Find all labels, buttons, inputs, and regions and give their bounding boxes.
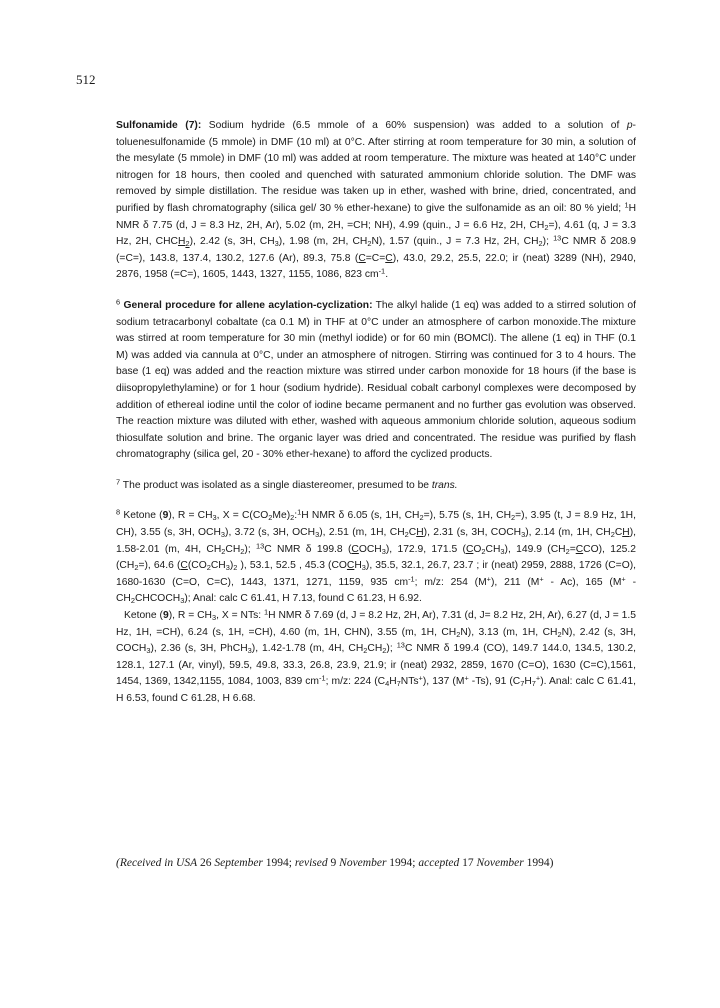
footnote-number: 6 xyxy=(116,297,121,307)
footnote-6-general-procedure: $^6$ General procedure for allene acylation-cyclization: The alkyl halide (1 eq) was added to a stirred solution of sodium tetracarbonyl cobaltate (ca 0.1 M) in THF at 0°C under an atmosphere of carbon monoxide.The mixture was stirred at room temperature for 30 min (methyl iodide) or for 60 min (BOMCl). The allene (1 eq) in THF (0.1 M) was added via cannula at 0°C, under an atmosphere of nitrogen. Stirring was continued for 3 to 4 hours. The base (1 eq) was added and the reaction mixture was stirred under carbon monoxide for 18 hours (if the base is diisopropylethylamine) or for 1 hour (sodium hydride). Residual cobalt carbonyl complexes were decomposed by addition of ethereal iodine until the color of iodine became permanent and no further gas evolution was observed. The reaction mixture was diluted with ether, washed with aqueous ammonium chloride solution, aqueous sodium thiosulfate solution and brine. The organic layer was dried and concentrated. The residue was purified by flash chromatography (silica gel, 20 - 30% ether-hexane) to afford the cyclized products. xyxy=(116,297,636,461)
received-dates: (Received in USA 26 September 1994; revised 9 November 1994; accepted 17 November 1994) xyxy=(116,857,554,869)
paragraph-heading: General procedure for allene acylation-cyclization: xyxy=(123,299,373,311)
footnote-number: 8 xyxy=(116,508,121,518)
ketone-b: Ketone (9), $R = CH_3$, X = NTs: $^1$H NMR δ 7.69 (d, J = 8.2 Hz, 2H, Ar), 7.31 (d, J= 8.2 Hz, 2H, Ar), 6.27 (d, J = 1.5 Hz, 1H, =CH), 6.24 (s, 1H, =CH), 4.60 (m, 1H, CHN), 3.55 (m, 1H, $CH_2N$), 3.13 (m, 1H, $CH_2N$), 2.42 (s, 3H, $COCH_3$), 2.36 (s, 3H, PhCH$_3$), 1.42-1.78 (m, 4H, $CH_2CH_2$); $^{13}$C NMR δ 199.4 (CO), 149.7 144.0, 134.5, 130.2, 128.1, 127.1 (Ar, vinyl), 59.5, 49.8, 33.3, 26.8, 23.9, 21.9; ir (neat) 2932, 2859, 1670 (C=O), 1630 (C=C),1561, 1454, 1369, 1342,1155, 1084, 1003, 839 $cm^{-1}$; m/z: 224 $(C_4H_7NTs^+)$, 137 (M+ -Ts), 91 $(C_7H_7^+)$. Anal: calc C 61.41, H 6.53, found C 61.28, H 6.68. xyxy=(116,607,637,704)
paragraph-sulfonamide: Sulfonamide (7): Sodium hydride (6.5 mmole of a 60% suspension) was added to a solution of p-toluenesulfonamide (5 mmole) in DMF (10 ml) at 0°C. After stirring at room temperature for 30 min, a solution of the mesylate (5 mmole) in DMF (10 ml) was added at room temperature. The mixture was heated at 140°C under nitrogen for 18 hours, then cooled and quenched with saturated ammonium chloride solution. The DMF was removed by simple distillation. The residue was taken up in ether, washed with brine, dried, concentrated, and purified by flash chromatography (silica gel/ 30 % ether-hexane) to give the sulfonamide as an oil: 80 % yield; $^1$H NMR δ 7.75 (d, J = 8.3 Hz, 2H, Ar), 5.02 (m, 2H, =CH; NH), 4.99 (quin., J = 6.6 Hz, 2H, $CH_2=$), 4.61 (q, J = 3.3 Hz, 2H, $CHCH_2$), 2.42 (s, 3H, $CH_3$), 1.98 (m, 2H, $CH_2N$), 1.57 (quin., J = 7.3 Hz, 2H, $CH_2$); $^{13}$C NMR δ 208.9 (=C=), 143.8, 137.4, 130.2, 127.6 (Ar), 89.3, 75.8 (C=C=C), 43.0, 29.2, 25.5, 22.0; ir (neat) 3289 (NH), 2940, 2876, 1958 (=C=), 1605, 1443, 1327, 1155, 1086, 823 $cm^{-1}$. xyxy=(116,120,637,281)
footnote-8-ketone-a: $^8$ Ketone (9), $R = CH_3$, $X = C(CO_2Me)_2:^1H$ NMR δ 6.05 (s, 1H, $CH_2=$), 5.75 (s, 1H, $CH_2=$), 3.95 (t, J = 8.9 Hz, 1H, CH), 3.55 (s, 3H, $OCH_3$), 3.72 (s, 3H, $OCH_3$), 2.51 (m, 1H, $CH_2CH$), 2.31 (s, 3H, $COCH_3$), 2.14 (m, 1H, $CH_2CH$), 1.58-2.01 (m, 4H, $CH_2CH_2$); $^{13}$C NMR δ 199.8 $(COCH_3)$, 172.9, 171.5 $(CO_2CH_3)$, 149.9 $(CH_2=CCO)$, 125.2 $(CH_2=)$, 64.6 ($C(CO_2CH_3)_2$ ), 53.1, 52.5 , 45.3 $(COCH_3)$, 35.5, 32.1, 26.7, 23.7 ; ir (neat) 2959, 2888, 1726 (C=O), 1680-1630 (C=O, C=C), 1443, 1371, 1271, 1159, 935 $cm^{-1}$; m/z: 254 (M+), 211 (M+ - Ac), 165 $(M^+ - CH_2CHCOCH_3)$; Anal: calc C 61.41, H 7.13, found C 61.23, H 6.92. xyxy=(116,508,637,606)
paragraph-heading: Sulfonamide (7): xyxy=(116,120,202,131)
body-text xyxy=(116,118,636,708)
footnote-number: 7 xyxy=(116,477,121,487)
page-number: 512 xyxy=(76,72,96,87)
footnote-7: $^7$ The product was isolated as a single diastereomer, presumed to be trans. xyxy=(116,477,458,491)
